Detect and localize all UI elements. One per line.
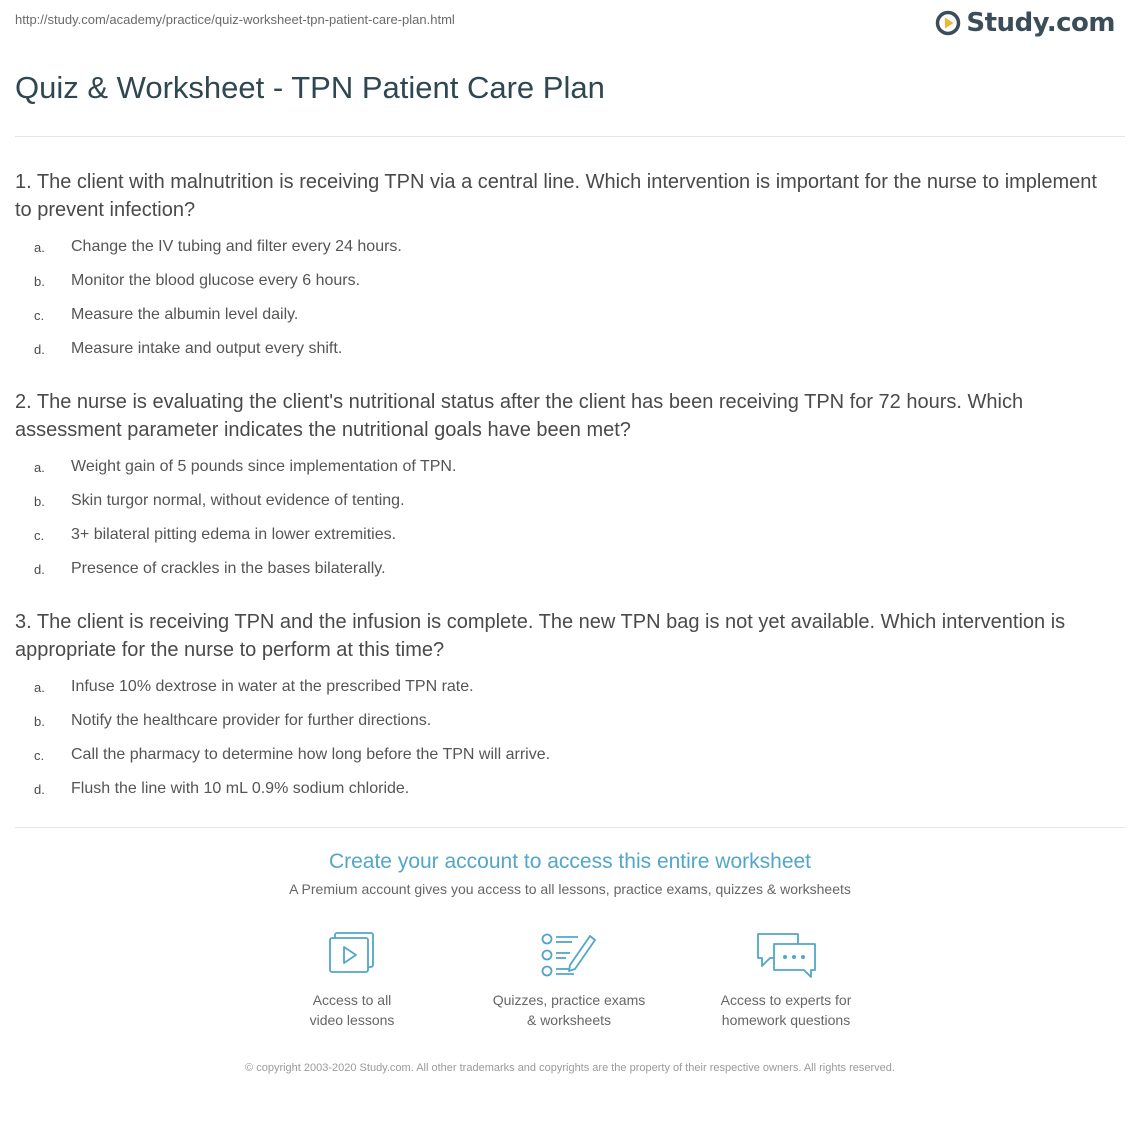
answer-option <box>15 450 1115 484</box>
answer-option <box>15 704 1115 738</box>
answer-text: Skin turgor normal, without evidence of tenting. <box>71 492 405 509</box>
page-title: Quiz & Worksheet - TPN Patient Care Plan <box>15 70 605 105</box>
question-2 <box>15 388 1115 586</box>
answer-letter: b. <box>34 713 45 729</box>
answer-text: Monitor the blood glucose every 6 hours. <box>71 272 361 289</box>
answer-text: Measure the albumin level daily. <box>71 306 299 323</box>
answer-option <box>15 484 1115 518</box>
answer-letter: d. <box>34 341 45 357</box>
play-circle-icon <box>935 10 961 36</box>
feature-label: Access to experts for homework questions <box>720 992 852 1028</box>
answer-option <box>15 298 1115 332</box>
feature-quizzes <box>459 930 679 1030</box>
copyright-footer: © copyright 2003-2020 Study.com. All other trademarks and copyrights are the property of their respective owners. All rights reserved. <box>245 1062 895 1074</box>
answer-text: Presence of crackles in the bases bilaterally. <box>71 560 386 577</box>
create-account-link[interactable]: Create your account to access this entire worksheet <box>328 850 812 873</box>
answer-option <box>15 552 1115 586</box>
answer-letter: b. <box>34 273 45 289</box>
question-1 <box>15 168 1115 366</box>
video-lessons-icon <box>325 930 379 980</box>
answer-text: Weight gain of 5 pounds since implementation of TPN. <box>71 458 457 475</box>
answer-letter: a. <box>34 239 45 255</box>
answer-letter: c. <box>34 527 45 543</box>
study-logo[interactable] <box>935 8 1115 38</box>
cta-subtitle: A Premium account gives you access to all lessons, practice exams, quizzes & worksheets <box>289 881 851 897</box>
question-text: 2. The nurse is evaluating the client's nutritional status after the client has been receiving TPN for 72 hours. Which assessment parameter indicates the nutritional goals have been met? <box>15 391 1024 441</box>
answer-text: Infuse 10% dextrose in water at the prescribed TPN rate. <box>71 678 474 695</box>
divider <box>15 136 1125 137</box>
logo-text: Study.com <box>966 8 1115 38</box>
feature-video-lessons <box>242 930 462 1030</box>
question-text: 1. The client with malnutrition is receiving TPN via a central line. Which intervention is important for the nurse to implement to prevent infection? <box>15 171 1097 221</box>
answer-option <box>15 264 1115 298</box>
divider <box>15 827 1125 828</box>
answer-letter: c. <box>34 747 45 763</box>
question-3 <box>15 608 1115 806</box>
answer-option <box>15 230 1115 264</box>
answer-option <box>15 738 1115 772</box>
answer-letter: d. <box>34 561 45 577</box>
quiz-checklist-icon <box>540 930 598 980</box>
answer-text: 3+ bilateral pitting edema in lower extremities. <box>71 526 397 543</box>
answer-option <box>15 772 1115 806</box>
feature-label: Access to all video lessons <box>309 992 395 1028</box>
answer-text: Notify the healthcare provider for further directions. <box>71 712 432 729</box>
answer-text: Measure intake and output every shift. <box>71 340 343 357</box>
question-text: 3. The client is receiving TPN and the infusion is complete. The new TPN bag is not yet available. Which intervention is appropriate for the nurse to perform at this time? <box>15 611 1066 661</box>
answer-text: Call the pharmacy to determine how long before the TPN will arrive. <box>71 746 551 763</box>
chat-bubbles-icon <box>754 930 818 980</box>
feature-experts <box>676 930 896 1030</box>
feature-label: Quizzes, practice exams & worksheets <box>492 992 646 1028</box>
answer-text: Flush the line with 10 mL 0.9% sodium chloride. <box>71 780 410 797</box>
answer-letter: c. <box>34 307 45 323</box>
answer-option <box>15 518 1115 552</box>
answer-text: Change the IV tubing and filter every 24 hours. <box>71 238 402 255</box>
page-url: http://study.com/academy/practice/quiz-worksheet-tpn-patient-care-plan.html <box>15 12 455 27</box>
answer-option <box>15 670 1115 704</box>
answer-letter: b. <box>34 493 45 509</box>
answer-letter: d. <box>34 781 45 797</box>
answer-option <box>15 332 1115 366</box>
answer-letter: a. <box>34 679 45 695</box>
answer-letter: a. <box>34 459 45 475</box>
